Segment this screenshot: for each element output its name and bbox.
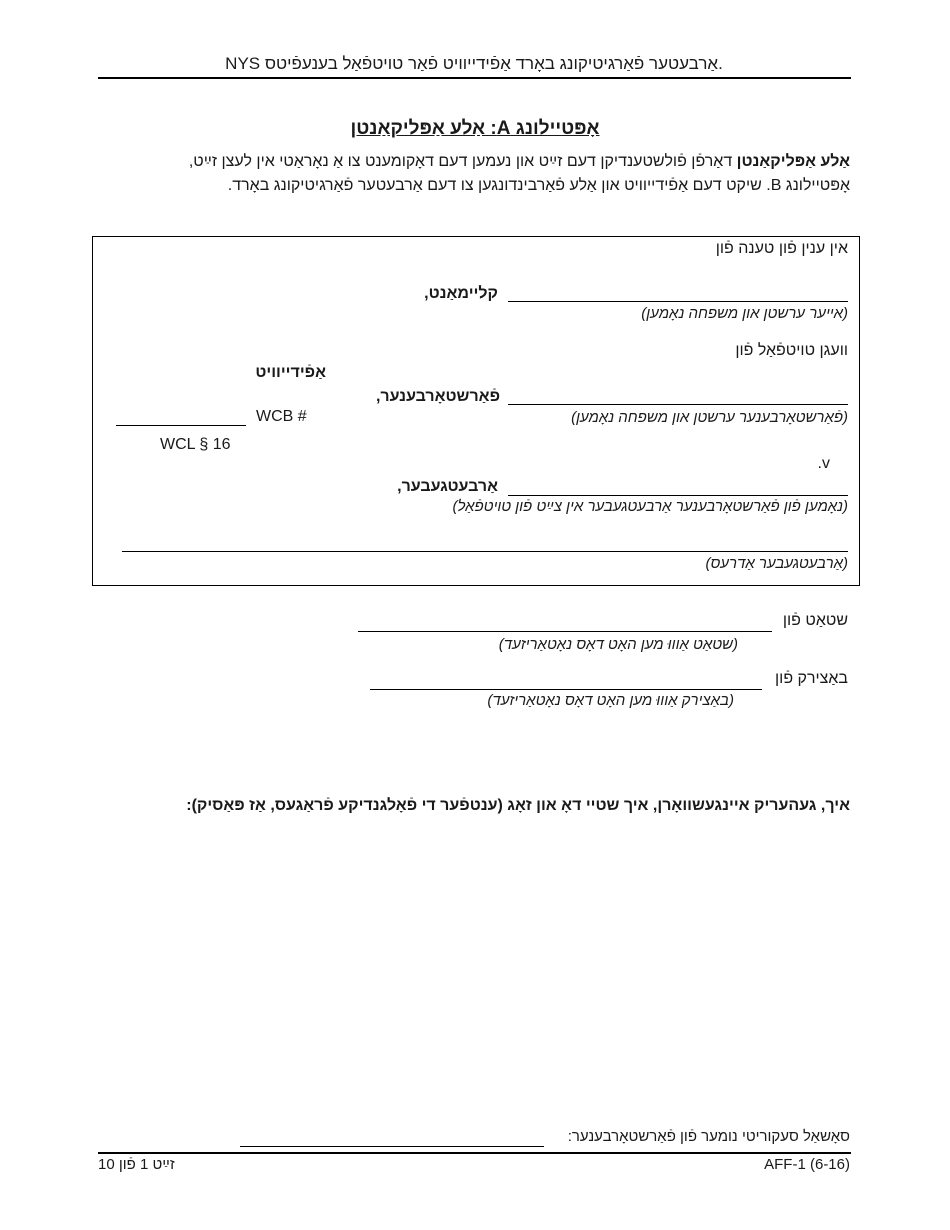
claimant-name-line[interactable] — [508, 300, 848, 302]
employer-address-hint: (אַרבעטגעבער אַדרעס) — [705, 555, 848, 572]
section-title-text: אָפּטיילונג A: אַלע אַפּליקאַנטן — [350, 118, 600, 139]
instructions-line-1-text: דאַרפֿן פֿולשטענדיקן דעם זײַט און נעמען דעם דאָקומענט צו אַ נאָראַטי אין לעצן זײַט, — [188, 153, 737, 170]
deceased-hint: (פֿאַרשטאָרבענער ערשטן און משפחה נאָמען) — [571, 409, 848, 426]
matter-of-label: אין ענין פֿון טענה פֿון — [715, 240, 848, 257]
instructions-bold-lead: אַלע אַפּליקאַנטן — [736, 153, 850, 170]
wcl-label: WCL § 16 — [160, 436, 231, 453]
versus-label: v. — [817, 455, 830, 472]
instructions-line-1 — [98, 150, 850, 174]
state-label: שטאַט פֿון — [782, 612, 848, 629]
claimant-label-text: קלײמאַנט — [428, 285, 498, 302]
affidavit-label: אַפֿידייוויט — [255, 364, 326, 381]
ssn-line[interactable] — [240, 1145, 544, 1147]
section-title — [0, 118, 950, 140]
wcb-number-line[interactable] — [116, 424, 246, 426]
county-line[interactable] — [370, 688, 762, 690]
employer-name-line[interactable] — [508, 494, 848, 496]
employer-address-line[interactable] — [122, 550, 848, 552]
form-id: AFF-1 (6-16) — [764, 1156, 850, 1173]
deceased-label — [360, 388, 500, 406]
deceased-comma: , — [375, 388, 381, 405]
county-label: באַצירק פֿון — [775, 670, 848, 687]
header-rule — [98, 77, 851, 79]
state-hint: (שטאַט אַוווּ מען האָט דאָס נאָטאַריזעד) — [498, 636, 738, 653]
death-of-label: וועגן טויטפֿאַל פֿון — [735, 342, 848, 359]
footer-rule — [98, 1152, 851, 1154]
employer-label-text: אַרבעטגעבער — [401, 478, 498, 495]
claimant-hint: (אײער ערשטן און משפחה נאָמען) — [641, 305, 848, 322]
wcb-label: WCB # — [256, 408, 307, 425]
deceased-name-line[interactable] — [508, 403, 848, 405]
oath-statement: איך, געהעריק אײנגעשוואָרן, איך שטיי דאָ און זאָג (ענטפֿער די פֿאָלגנדיקע פֿראַגעס, אַז פּאַסיק): — [186, 797, 850, 814]
instructions-line-2: אָפּטיילונג B. שיקט דעם אַפֿידייוויט און אַלע פֿאַרבינדונגען צו דעם אַרבעטער פֿאַרגיטיקונג באָרד. — [227, 177, 850, 194]
document-header-title: NYS אַרבעטער פֿאַרגיטיקונג באָרד אַפֿידייוויט פֿאַר טויטפֿאַל בענעפֿיטס. — [225, 54, 723, 73]
claimant-comma: , — [424, 285, 429, 302]
employer-label — [380, 478, 498, 496]
employer-comma: , — [397, 478, 402, 495]
ssn-label: סאָשאַל סעקוריטי נומער פֿון פֿאַרשטאָרבענער: — [567, 1128, 850, 1145]
state-line[interactable] — [358, 630, 772, 632]
page-indicator: זײַט 1 פֿון 10 — [98, 1156, 175, 1173]
instructions-paragraph — [98, 150, 850, 198]
deceased-label-text: פֿאַרשטאָרבענער — [380, 388, 500, 405]
county-hint: (באַצירק אַוווּ מען האָט דאָס נאָטאַריזעד) — [487, 692, 734, 709]
claimant-label — [380, 285, 498, 303]
employer-hint: (נאָמען פֿון פֿאַרשטאָרבענער אַרבעטגעבער אין צײַט פֿון טויטפֿאַל) — [452, 498, 848, 515]
